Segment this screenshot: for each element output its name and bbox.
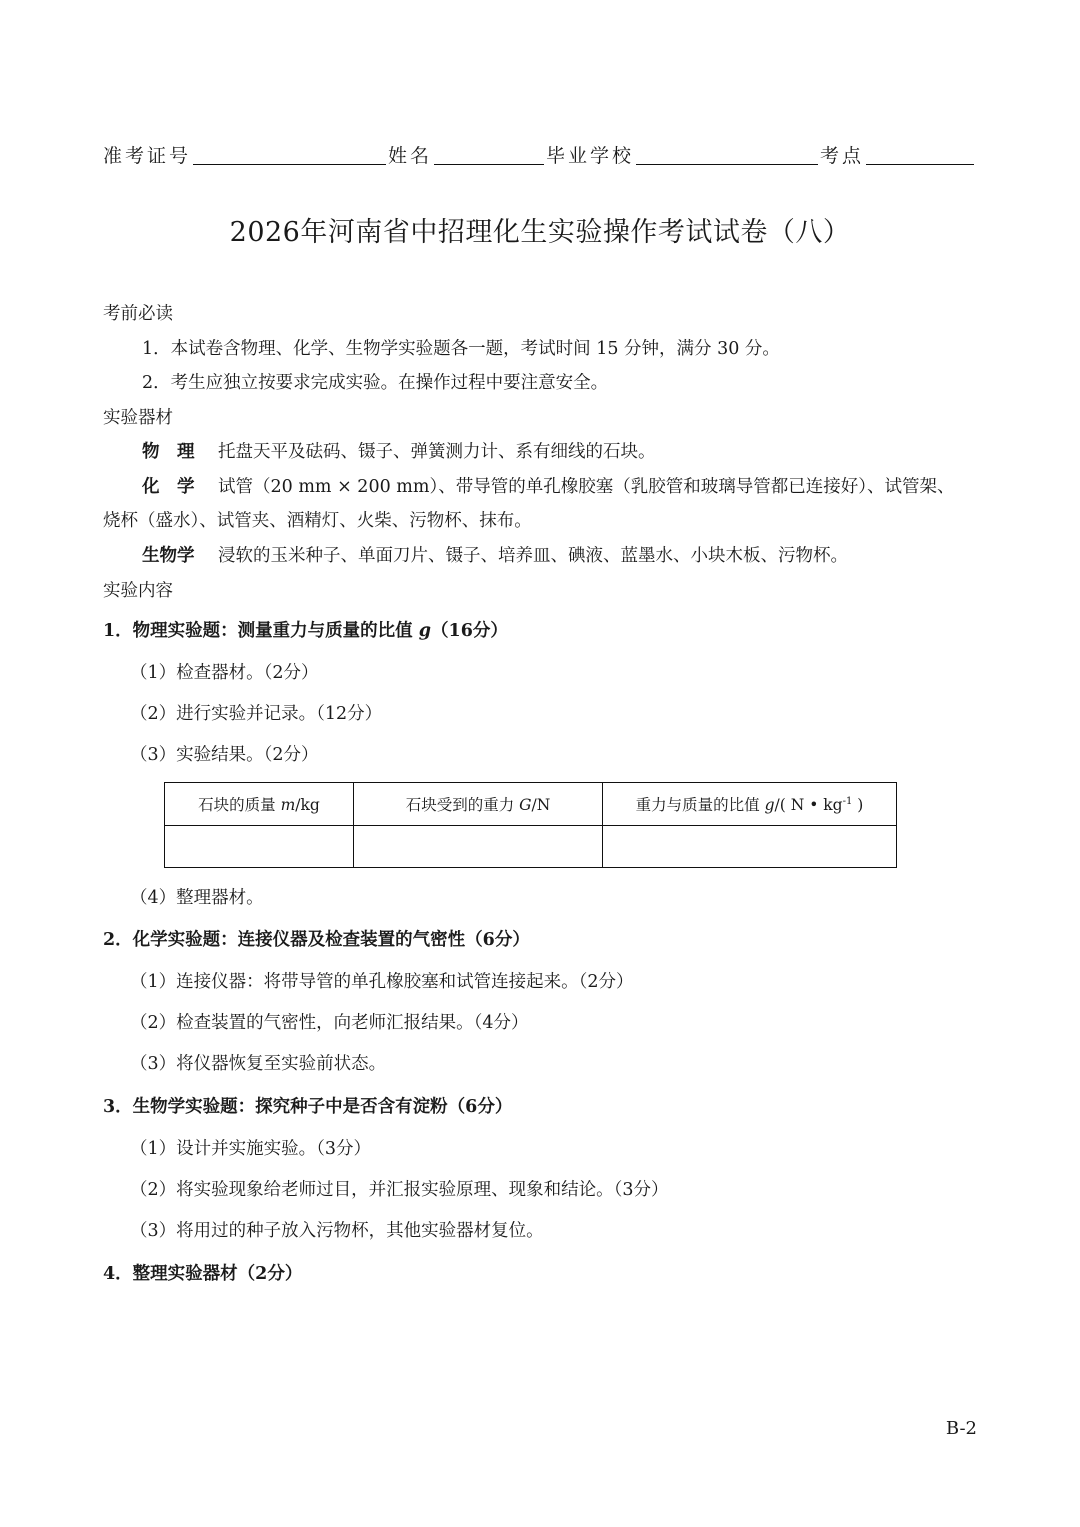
q2-step: （1）连接仪器：将带导管的单孔橡胶塞和试管连接起来。（2分）	[130, 972, 634, 992]
q1-step: （1）检查器材。（2分）	[130, 663, 319, 683]
table-row	[165, 825, 897, 868]
q3-title: 3．生物学实验题：探究种子中是否含有淀粉（6分）	[103, 1097, 513, 1117]
school-field[interactable]	[636, 140, 818, 165]
weight-cell[interactable]	[354, 825, 603, 868]
chemistry-materials-text: 试管（20 mm × 200 mm）、带导管的单孔橡胶塞（乳胶管和玻璃导管都已连接好）、试管架、	[218, 477, 955, 497]
physics-materials-text: 托盘天平及砝码、镊子、弹簧测力计、系有细线的石块。	[218, 442, 656, 462]
col-weight-header: 石块受到的重力 G/N	[354, 783, 603, 826]
q3-step: （1）设计并实施实验。（3分）	[130, 1139, 372, 1159]
name-label: 姓名	[388, 145, 433, 167]
q3-step: （2）将实验现象给老师过目，并汇报实验原理、现象和结论。（3分）	[130, 1180, 669, 1200]
ratio-cell[interactable]	[603, 825, 897, 868]
name-field[interactable]	[434, 140, 544, 165]
exam-site-field[interactable]	[866, 140, 974, 165]
admission-number-field[interactable]	[193, 140, 386, 165]
materials-biology	[142, 542, 848, 567]
materials-physics	[142, 438, 656, 463]
q1-step: （2）进行实验并记录。（12分）	[130, 704, 383, 724]
page-title: 2026年河南省中招理化生实验操作考试试卷（八）	[229, 217, 851, 248]
page-code: B-2	[945, 1418, 977, 1439]
notice-heading: 考前必读	[103, 304, 173, 324]
materials-heading: 实验器材	[103, 408, 173, 428]
physics-label: 物 理	[142, 442, 195, 462]
q1-step: （3）实验结果。（2分）	[130, 745, 319, 765]
q3-step: （3）将用过的种子放入污物杯，其他实验器材复位。	[130, 1221, 544, 1241]
q4-title: 4．整理实验器材（2分）	[103, 1264, 303, 1284]
table-header-row	[165, 783, 897, 826]
q2-step: （2）检查装置的气密性，向老师汇报结果。（4分）	[130, 1013, 529, 1033]
biology-materials-text: 浸软的玉米种子、单面刀片、镊子、培养皿、碘液、蓝墨水、小块木板、污物杯。	[218, 546, 848, 566]
q2-step: （3）将仪器恢复至实验前状态。	[130, 1054, 387, 1074]
results-table	[164, 782, 897, 868]
biology-label: 生物学	[142, 546, 195, 566]
chemistry-materials-text-cont: 烧杯（盛水）、试管夹、酒精灯、火柴、污物杯、抹布。	[103, 511, 532, 531]
q2-title: 2．化学实验题：连接仪器及检查装置的气密性（6分）	[103, 930, 530, 950]
candidate-info-line	[103, 138, 983, 168]
notice-item: 2．考生应独立按要求完成实验。在操作过程中要注意安全。	[142, 373, 609, 393]
col-mass-header: 石块的质量 m/kg	[165, 783, 354, 826]
school-label: 毕业学校	[546, 145, 635, 167]
mass-cell[interactable]	[165, 825, 354, 868]
exam-site-label: 考点	[820, 145, 865, 167]
q1-step: （4）整理器材。	[130, 888, 264, 908]
chemistry-label: 化 学	[142, 477, 195, 497]
admission-number-label: 准考证号	[103, 145, 192, 167]
notice-item: 1．本试卷含物理、化学、生物学实验题各一题，考试时间 15 分钟，满分 30 分。	[142, 339, 780, 359]
q1-title: 1．物理实验题：测量重力与质量的比值 g（16分）	[103, 621, 508, 641]
content-heading: 实验内容	[103, 581, 173, 601]
col-ratio-header: 重力与质量的比值 g/( N • $kg^{-1}$ )	[603, 783, 897, 826]
materials-chemistry	[142, 473, 954, 498]
